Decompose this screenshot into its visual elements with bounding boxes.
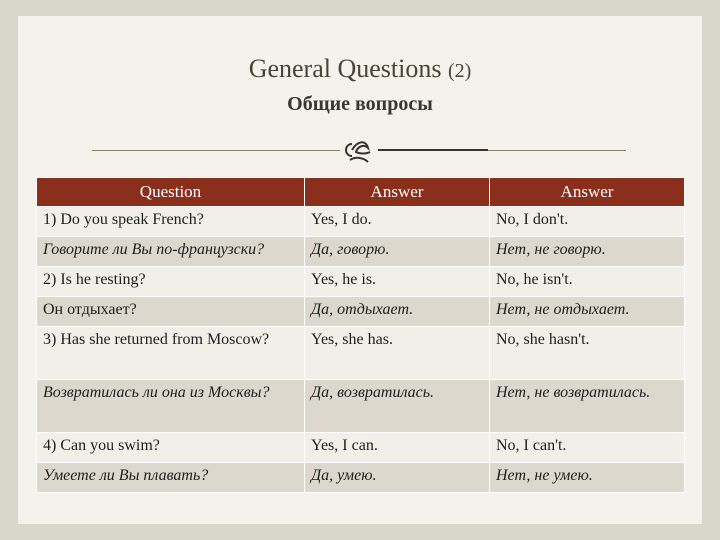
header-answer-negative: Answer <box>490 178 685 207</box>
flourish-ornament-icon <box>338 138 382 166</box>
answer-positive-cell: Yes, I can. <box>305 433 490 463</box>
title-text: General Questions <box>248 54 442 83</box>
answer-positive-cell: Yes, he is. <box>305 267 490 297</box>
header-answer-positive: Answer <box>305 178 490 207</box>
title-number: (2) <box>447 60 472 82</box>
answer-positive-cell: Да, умею. <box>305 463 490 493</box>
table-row <box>37 297 685 327</box>
question-cell: Он отдыхает? <box>37 297 305 327</box>
answer-negative-cell: Нет, не умею. <box>490 463 685 493</box>
divider-accent <box>378 149 488 151</box>
table-row <box>37 267 685 297</box>
table-row <box>37 207 685 237</box>
question-cell: 3) Has she returned from Moscow? <box>37 327 305 380</box>
header-question: Question <box>37 178 305 207</box>
answer-negative-cell: No, I don't. <box>490 207 685 237</box>
question-cell: 1) Do you speak French? <box>37 207 305 237</box>
answer-positive-cell: Да, возвратилась. <box>305 380 490 433</box>
answer-positive-cell: Да, отдыхает. <box>305 297 490 327</box>
answer-negative-cell: Нет, не возвратилась. <box>490 380 685 433</box>
question-cell: Умеете ли Вы плавать? <box>37 463 305 493</box>
answer-negative-cell: No, he isn't. <box>490 267 685 297</box>
question-cell: 2) Is he resting? <box>37 267 305 297</box>
table-row <box>37 433 685 463</box>
slide-title <box>0 54 720 84</box>
question-cell: 4) Can you swim? <box>37 433 305 463</box>
answer-negative-cell: Нет, не говорю. <box>490 237 685 267</box>
question-cell: Говорите ли Вы по-французски? <box>37 237 305 267</box>
answer-negative-cell: No, she hasn't. <box>490 327 685 380</box>
answer-negative-cell: Нет, не отдыхает. <box>490 297 685 327</box>
slide-subtitle: Общие вопросы <box>287 93 433 115</box>
table-row <box>37 463 685 493</box>
divider-left <box>92 150 340 151</box>
answer-positive-cell: Да, говорю. <box>305 237 490 267</box>
table-row <box>37 380 685 433</box>
answer-negative-cell: No, I can't. <box>490 433 685 463</box>
questions-table <box>36 177 685 493</box>
question-cell: Возвратилась ли она из Москвы? <box>37 380 305 433</box>
table-header-row <box>37 178 685 207</box>
table-row <box>37 237 685 267</box>
table-row <box>37 327 685 380</box>
answer-positive-cell: Yes, I do. <box>305 207 490 237</box>
answer-positive-cell: Yes, she has. <box>305 327 490 380</box>
